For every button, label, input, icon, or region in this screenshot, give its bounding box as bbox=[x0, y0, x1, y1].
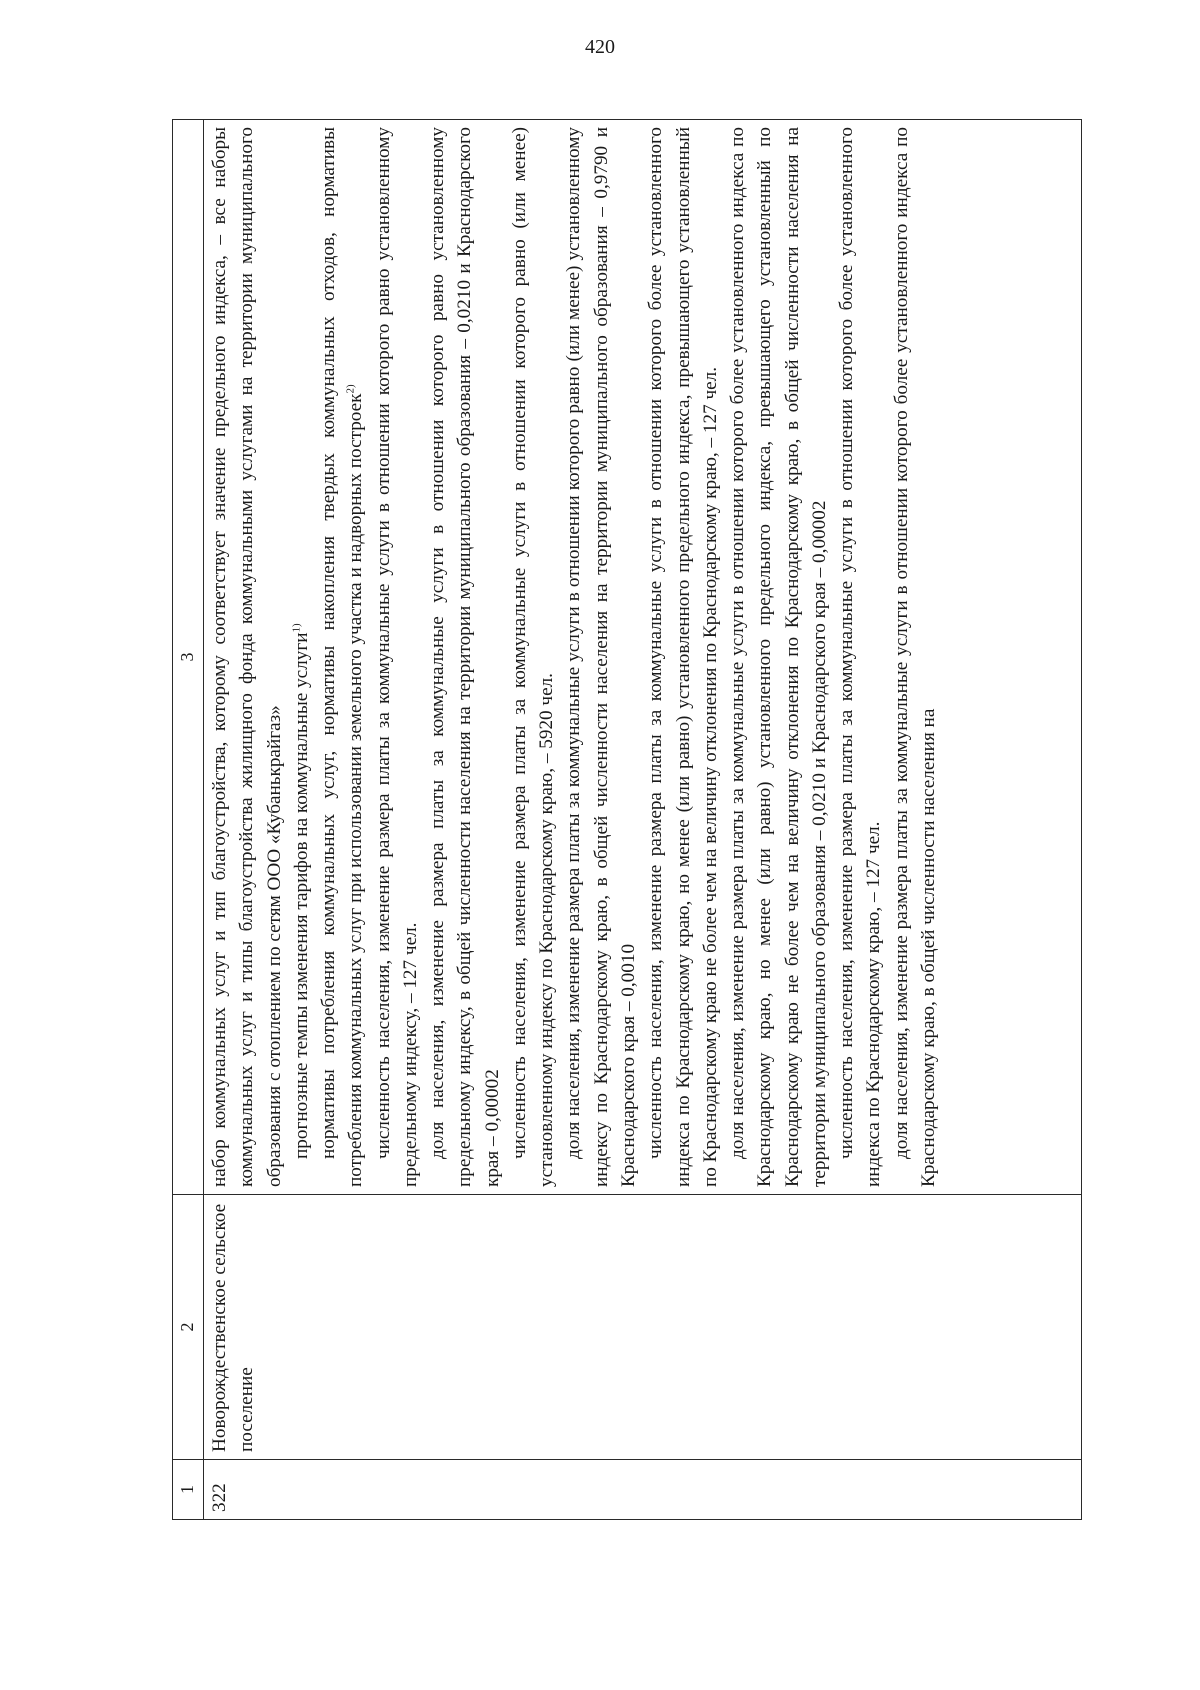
paragraph: доля населения, изменение размера платы за коммунальные услуги в отношении которого более установленного индекса по Краснодарскому краю, но менее (или равно) установленного предельного индекса, превышающего установленный по Краснодарскому краю не более чем на величину отклонения по Краснодарскому краю, в общей численности населения на территории муниципального образования – 0,0210 и Краснодарского края – 0,00002 bbox=[727, 127, 830, 1187]
footnote-mark: 2) bbox=[344, 384, 357, 394]
paragraph: доля населения, изменение размера платы за коммунальные услуги в отношении которого равно установленному предельному индексу, в общей численности населения на территории муниципального образования – 0,0210 и Краснодарского края – 0,00002 bbox=[427, 127, 503, 1187]
column-header-2: 2 bbox=[173, 1195, 204, 1460]
paragraph bbox=[315, 127, 370, 1187]
column-header-3: 3 bbox=[173, 120, 204, 1195]
footnote-mark: 1) bbox=[290, 623, 303, 633]
description-cell bbox=[204, 120, 1082, 1195]
page-number: 420 bbox=[585, 36, 615, 58]
data-table bbox=[172, 119, 1082, 1520]
column-header-1: 1 bbox=[173, 1460, 204, 1520]
settlement-name: Новорождественское сельское поселение bbox=[204, 1195, 1082, 1460]
paragraph-text: нормативы потребления коммунальных услуг, нормативы накопления твердых коммунальных отходов, нормативы потребления коммунальных услуг при использовании земельного участка и надворных построек bbox=[318, 127, 367, 1187]
rotated-table-container bbox=[172, 120, 1082, 1520]
paragraph: набор коммунальных услуг и тип благоустройства, которому соответствует значение предельного индекса, – все наборы коммунальных услуг и типы благоустройства жилищного фонда коммунальными услугами на территории муниципального образования с отоплением по сетям ООО «Кубанькрайгаз» bbox=[209, 127, 285, 1187]
paragraph: численность населения, изменение размера платы за коммунальные услуги в отношении которого более установленного индекса по Краснодарскому краю, – 127 чел. bbox=[836, 127, 885, 1187]
table-row bbox=[204, 120, 1082, 1520]
paragraph: численность населения, изменение размера платы за коммунальные услуги в отношении которого равно установленному предельному индексу, – 127 чел. bbox=[372, 127, 421, 1187]
paragraph: доля населения, изменение размера платы за коммунальные услуги в отношении которого более установленного индекса по Краснодарскому краю, в общей численности населения на bbox=[890, 127, 939, 1187]
paragraph: доля населения, изменение размера платы за коммунальные услуги в отношении которого равно (или менее) установленному индексу по Краснодарскому краю, в общей численности населения на территории муниципального образования – 0,9790 и Краснодарского края – 0,0010 bbox=[563, 127, 639, 1187]
paragraph-text: прогнозные темпы изменения тарифов на коммунальные услуги bbox=[290, 632, 312, 1159]
paragraph bbox=[288, 127, 315, 1187]
paragraph: численность населения, изменение размера платы за коммунальные услуги в отношении которого равно (или менее) установленному индексу по Краснодарскому краю, – 5920 чел. bbox=[508, 127, 558, 1187]
paragraph: численность населения, изменение размера платы за коммунальные услуги в отношении которого более установленного индекса по Краснодарскому краю, но менее (или равно) установленного предельного индекса, превышающего установленный по Краснодарскому краю не более чем на величину отклонения по Краснодарскому краю, – 127 чел. bbox=[645, 127, 721, 1187]
table-header-row bbox=[173, 120, 204, 1520]
row-number: 322 bbox=[204, 1460, 1082, 1520]
